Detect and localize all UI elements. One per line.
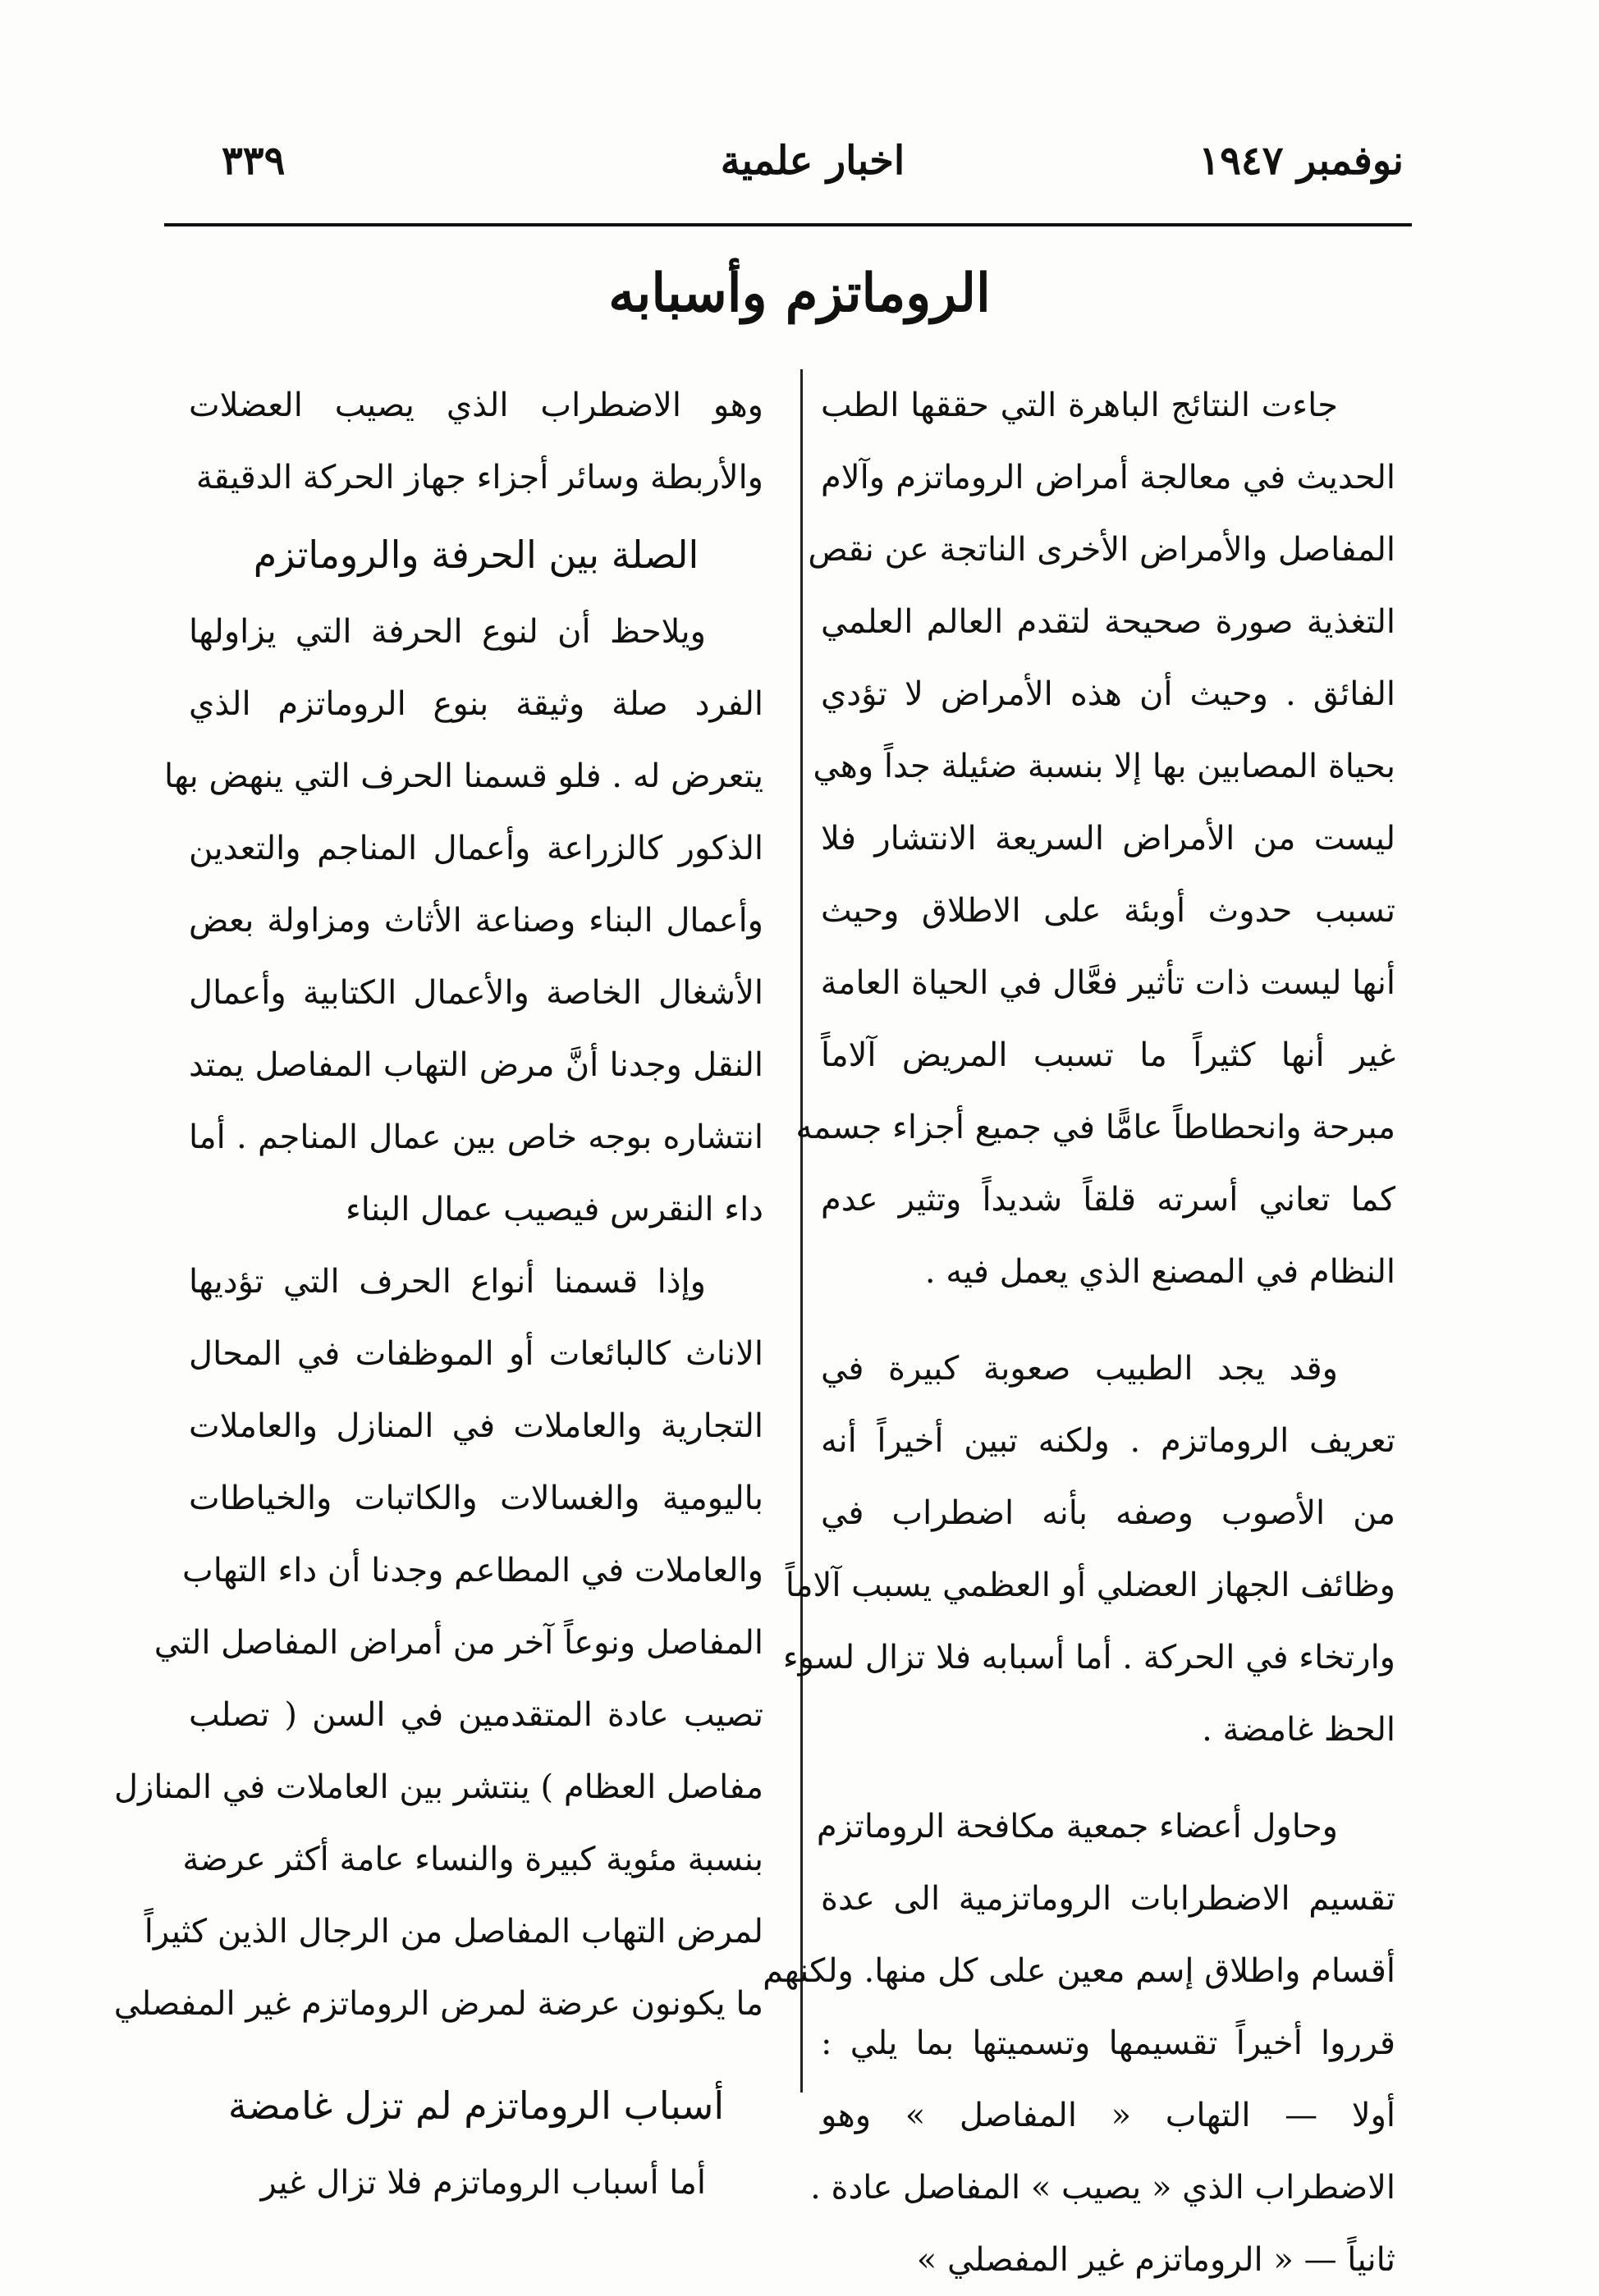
text-line: والأربطة وسائر أجزاء جهاز الحركة الدقيقة — [195, 459, 763, 496]
text-line: أما أسباب الروماتزم فلا تزال غير — [260, 2164, 706, 2202]
header-rule — [164, 223, 1412, 226]
paragraph — [189, 369, 763, 514]
text-line: مبرحة وانحطاطاً عامًّا في جميع أجزاء جسمه — [795, 1109, 1395, 1146]
paragraph — [782, 1333, 1395, 1766]
text-line: قرروا أخيراً تقسيمها وتسميتها بما يلي : — [821, 2024, 1395, 2062]
text-line: جاءت النتائج الباهرة التي حققها الطب — [821, 386, 1338, 424]
text-line: التجارية والعاملات في المنازل والعاملات — [189, 1407, 763, 1445]
text-line: ليست من الأمراض السريعة الانتشار فلا — [821, 820, 1395, 858]
page-number: ٣٣٩ — [222, 138, 286, 184]
text-line: المفاصل ونوعاً آخر من أمراض المفاصل التي — [153, 1624, 763, 1662]
text-line: انتشاره بوجه خاص بين عمال المناجم . أما — [189, 1118, 763, 1156]
text-line: بنسبة مئوية كبيرة والنساء عامة أكثر عرضة — [182, 1841, 763, 1878]
left-column — [113, 369, 763, 2219]
text-line: وظائف الجهاز العضلي أو العظمي يسبب آلاماً — [785, 1566, 1395, 1604]
text-line: داء النقرس فيصيب عمال البناء — [345, 1191, 763, 1228]
text-line: كما تعاني أسرته قلقاً شديداً وتثير عدم — [821, 1181, 1395, 1219]
text-line: الحديث في معالجة أمراض الروماتزم وآلام — [821, 459, 1395, 496]
text-line: بحياة المصابين بها إلا بنسبة ضئيلة جداً وهي — [813, 748, 1395, 785]
text-line: الاناث كالبائعات أو الموظفات في المحال — [189, 1335, 763, 1373]
text-line: والعاملات في المطاعم وجدنا أن داء التهاب — [182, 1552, 763, 1589]
text-line: الحظ غامضة . — [1202, 1711, 1395, 1749]
text-line: تصيب عادة المتقدمين في السن ( تصلب — [189, 1696, 763, 1734]
text-line: مفاصل العظام ) ينتشر بين العاملات في المنازل — [113, 1768, 763, 1806]
right-column — [763, 369, 1395, 2296]
text-line: وإذا قسمنا أنواع الحرف التي تؤديها — [189, 1263, 706, 1301]
text-line: وحاول أعضاء جمعية مكافحة الروماتزم — [816, 1808, 1338, 1845]
text-line: النقل وجدنا أنَّ مرض التهاب المفاصل يمتد — [189, 1046, 763, 1084]
text-line: الفائق . وحيث أن هذه الأمراض لا تؤدي — [821, 675, 1395, 713]
text-line: تسبب حدوث أوبئة على الاطلاق وحيث — [821, 892, 1395, 930]
text-line: تقسيم الاضطرابات الروماتزمية الى عدة — [821, 1880, 1395, 1918]
paragraph — [189, 2147, 763, 2219]
column-divider — [800, 369, 803, 2092]
text-line: وأعمال البناء وصناعة الأثاث ومزاولة بعض — [189, 902, 763, 940]
text-line: غير أنها كثيراً ما تسبب المريض آلاماً — [821, 1036, 1395, 1074]
text-line: الذكور كالزراعة وأعمال المناجم والتعدين — [189, 830, 763, 867]
paragraph — [763, 1791, 1395, 2296]
text-line: الأشغال الخاصة والأعمال الكتابية وأعمال — [189, 974, 763, 1012]
section-title: اخبار علمية — [720, 138, 905, 184]
issue-date: نوفمبر ١٩٤٧ — [1198, 138, 1404, 184]
subheading: أسباب الروماتزم لم تزل غامضة — [227, 2083, 725, 2128]
article-title: الروماتزم وأسبابه — [608, 263, 991, 324]
text-line: ثانياً — « الروماتزم غير المفصلي » — [916, 2241, 1395, 2279]
paragraph — [164, 596, 763, 1246]
text-line: التغذية صورة صحيحة لتقدم العالم العلمي — [821, 603, 1395, 641]
text-line: باليومية والغسالات والكاتبات والخياطات — [189, 1480, 763, 1517]
subheading: الصلة بين الحرفة والروماتزم — [253, 533, 699, 577]
paragraph — [113, 1246, 763, 2040]
text-line: يتعرض له . فلو قسمنا الحرف التي ينهض بها — [164, 757, 763, 795]
text-line: أولا — التهاب « المفاصل » وهو — [821, 2097, 1395, 2134]
text-line: الاضطراب الذي « يصيب » المفاصل عادة . — [810, 2169, 1395, 2207]
paragraph — [795, 369, 1395, 1308]
text-line: أقسام واطلاق إسم معين على كل منها. ولكنهم — [763, 1952, 1395, 1990]
text-line: لمرض التهاب المفاصل من الرجال الذين كثيراً — [144, 1913, 763, 1951]
text-line: المفاصل والأمراض الأخرى الناتجة عن نقص — [808, 531, 1395, 569]
text-line: ويلاحظ أن لنوع الحرفة التي يزاولها — [189, 613, 706, 651]
text-line: وهو الاضطراب الذي يصيب العضلات — [189, 386, 763, 424]
text-line: وقد يجد الطبيب صعوبة كبيرة في — [821, 1350, 1338, 1388]
text-line: من الأصوب وصفه بأنه اضطراب في — [821, 1494, 1395, 1532]
text-line: الفرد صلة وثيقة بنوع الروماتزم الذي — [189, 685, 763, 723]
text-line: وارتخاء في الحركة . أما أسبابه فلا تزال لسوء — [782, 1639, 1395, 1676]
text-line: ما يكونون عرضة لمرض الروماتزم غير المفصلي — [113, 1985, 763, 2023]
text-line: تعريف الروماتزم . ولكنه تبين أخيراً أنه — [821, 1422, 1395, 1460]
text-line: النظام في المصنع الذي يعمل فيه . — [924, 1253, 1395, 1291]
running-header — [222, 123, 1404, 197]
text-line: أنها ليست ذات تأثير فعَّال في الحياة العامة — [820, 964, 1395, 1002]
